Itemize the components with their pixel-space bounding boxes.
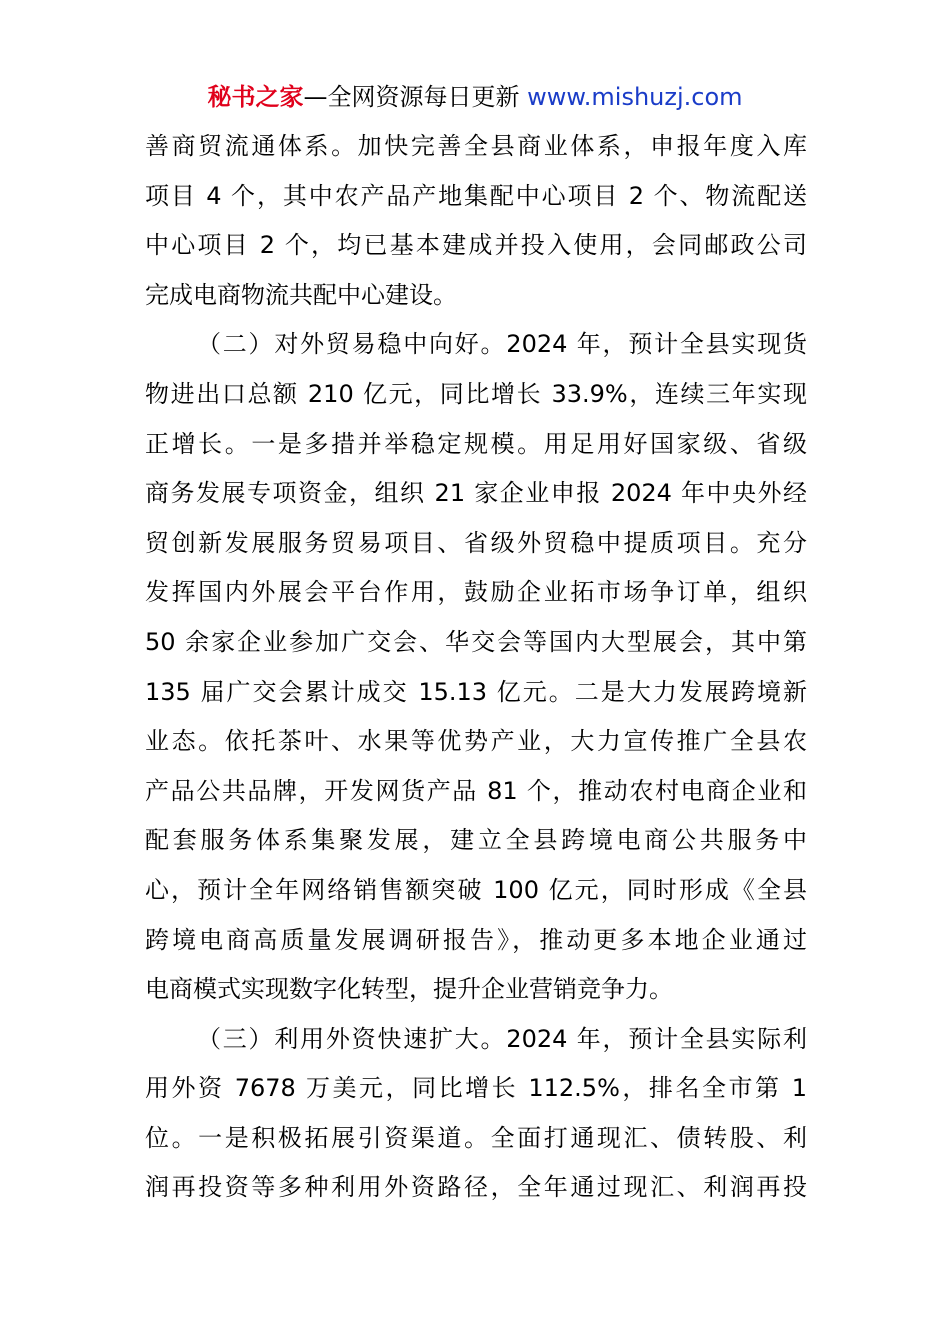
- text-line: 善商贸流通体系。加快完善全县商业体系，申报年度入库: [145, 132, 807, 160]
- text-line: 跨境电商高质量发展调研报告》，推动更多本地企业通过: [145, 925, 807, 954]
- text-line: 配套服务体系集聚发展，建立全县跨境电商公共服务中: [145, 826, 807, 855]
- text-line: 中心项目 2 个，均已基本建成并投入使用，会同邮政公司: [145, 231, 807, 260]
- text-line: 物进出口总额 210 亿元，同比增长 33.9%，连续三年实现: [145, 379, 807, 408]
- text-line: 项目 4 个，其中农产品产地集配中心项目 2 个、物流配送: [145, 181, 807, 210]
- text-line: 心，预计全年网络销售额突破 100 亿元，同时形成《全县: [145, 875, 807, 904]
- site-tagline: —全网资源每日更新: [303, 83, 520, 111]
- text-line: 业态。依托茶叶、水果等优势产业，大力宣传推广全县农: [145, 727, 807, 756]
- text-line: （二）对外贸易稳中向好。2024 年，预计全县实现货: [197, 330, 807, 359]
- document-body: [145, 122, 807, 1213]
- text-line: 发挥国内外展会平台作用，鼓励企业拓市场争订单，组织: [145, 578, 807, 607]
- text-line: （三）利用外资快速扩大。2024 年，预计全县实际利: [197, 1024, 807, 1053]
- text-line: 产品公共品牌，开发网货产品 81 个，推动农村电商企业和: [145, 776, 807, 805]
- text-line: 50 余家企业参加广交会、华交会等国内大型展会，其中第: [145, 627, 807, 656]
- site-url-link[interactable]: www.mishuzj.com: [527, 83, 743, 111]
- site-header: [0, 80, 950, 114]
- text-line: 完成电商物流共配中心建设。: [145, 280, 457, 309]
- text-line: 电商模式实现数字化转型，提升企业营销竞争力。: [145, 975, 673, 1004]
- text-line: 用外资 7678 万美元，同比增长 112.5%，排名全市第 1: [145, 1074, 807, 1103]
- text-line: 润再投资等多种利用外资路径，全年通过现汇、利润再投: [145, 1173, 807, 1202]
- text-line: 正增长。一是多措并举稳定规模。用足用好国家级、省级: [145, 429, 807, 458]
- text-line: 位。一是积极拓展引资渠道。全面打通现汇、债转股、利: [145, 1123, 807, 1152]
- text-line: 商务发展专项资金，组织 21 家企业申报 2024 年中央外经: [145, 479, 807, 508]
- text-line: 135 届广交会累计成交 15.13 亿元。二是大力发展跨境新: [145, 677, 807, 706]
- text-line: 贸创新发展服务贸易项目、省级外贸稳中提质项目。充分: [145, 528, 807, 557]
- site-brand: 秘书之家: [207, 83, 304, 111]
